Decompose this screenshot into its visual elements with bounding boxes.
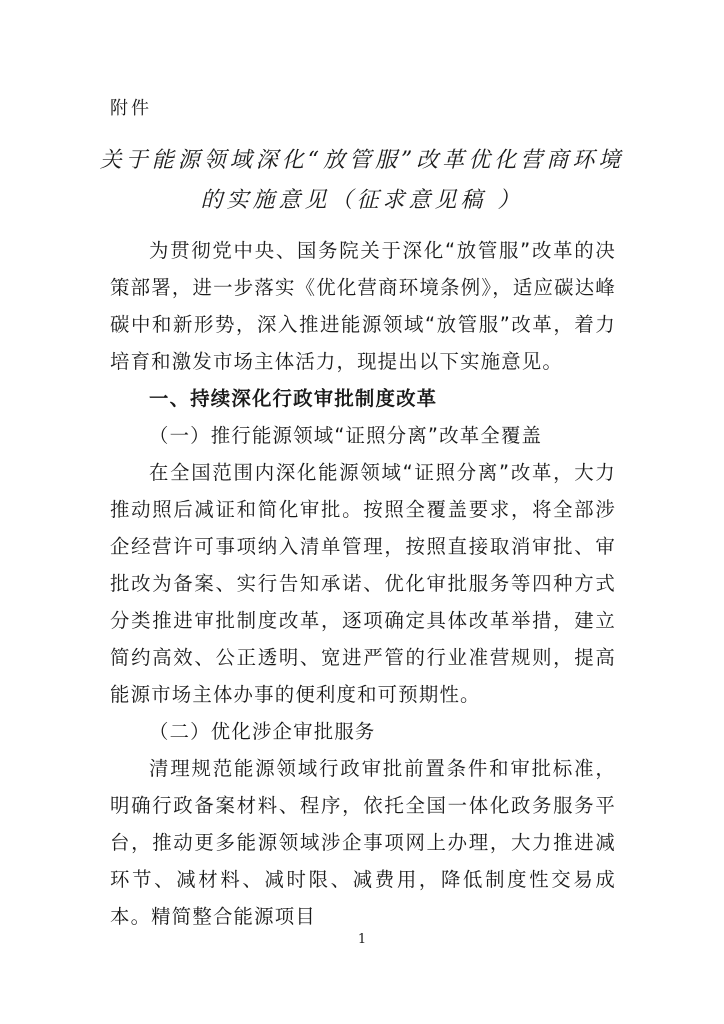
subsection-1-paragraph: 在全国范围内深化能源领域“证照分离”改革，大力推动照后减证和简化审批。按照全覆盖要求，将全部涉企经营许可事项纳入清单管理，按照直接取消审批、审批改为备案、实行告知承诺、优化审批服务等四种方式分类推进审批制度改革，逐项确定具体改革举措，建立简约高效、公正透明、宽进严管的行业准营规则，提高能源市场主体办事的便利度和可预期性。 (110, 461, 616, 706)
section-1-heading: 一、持续深化行政审批制度改革 (149, 387, 438, 410)
document-title-line-2: 的实施意见（征求意见稿 ） (200, 188, 524, 213)
document-body (110, 232, 616, 935)
subsection-2-paragraph: 清理规范能源领域行政审批前置条件和审批标准，明确行政备案材料、程序，依托全国一体化政务服务平台，推动更多能源领域涉企事项网上办理，大力推进减环节、减材料、减时限、减费用，降低制度性交易成本。精简整合能源项目 (110, 757, 616, 928)
attachment-label: 附件 (110, 98, 152, 119)
subsection-1-heading: （一）推行能源领域“证照分离”改革全覆盖 (149, 424, 543, 447)
intro-paragraph: 为贯彻党中央、国务院关于深化“放管服”改革的决策部署，进一步落实《优化营商环境条例》，适应碳达峰碳中和新形势，深入推进能源领域“放管服”改革，着力培育和激发市场主体活力，现提出以下实施意见。 (110, 239, 616, 373)
subsection-2-heading: （二）优化涉企审批服务 (149, 720, 376, 743)
document-title-line-1: 关于能源领域深化“放管服”改革优化营商环境 (99, 148, 625, 173)
page-number: 1 (357, 932, 367, 947)
